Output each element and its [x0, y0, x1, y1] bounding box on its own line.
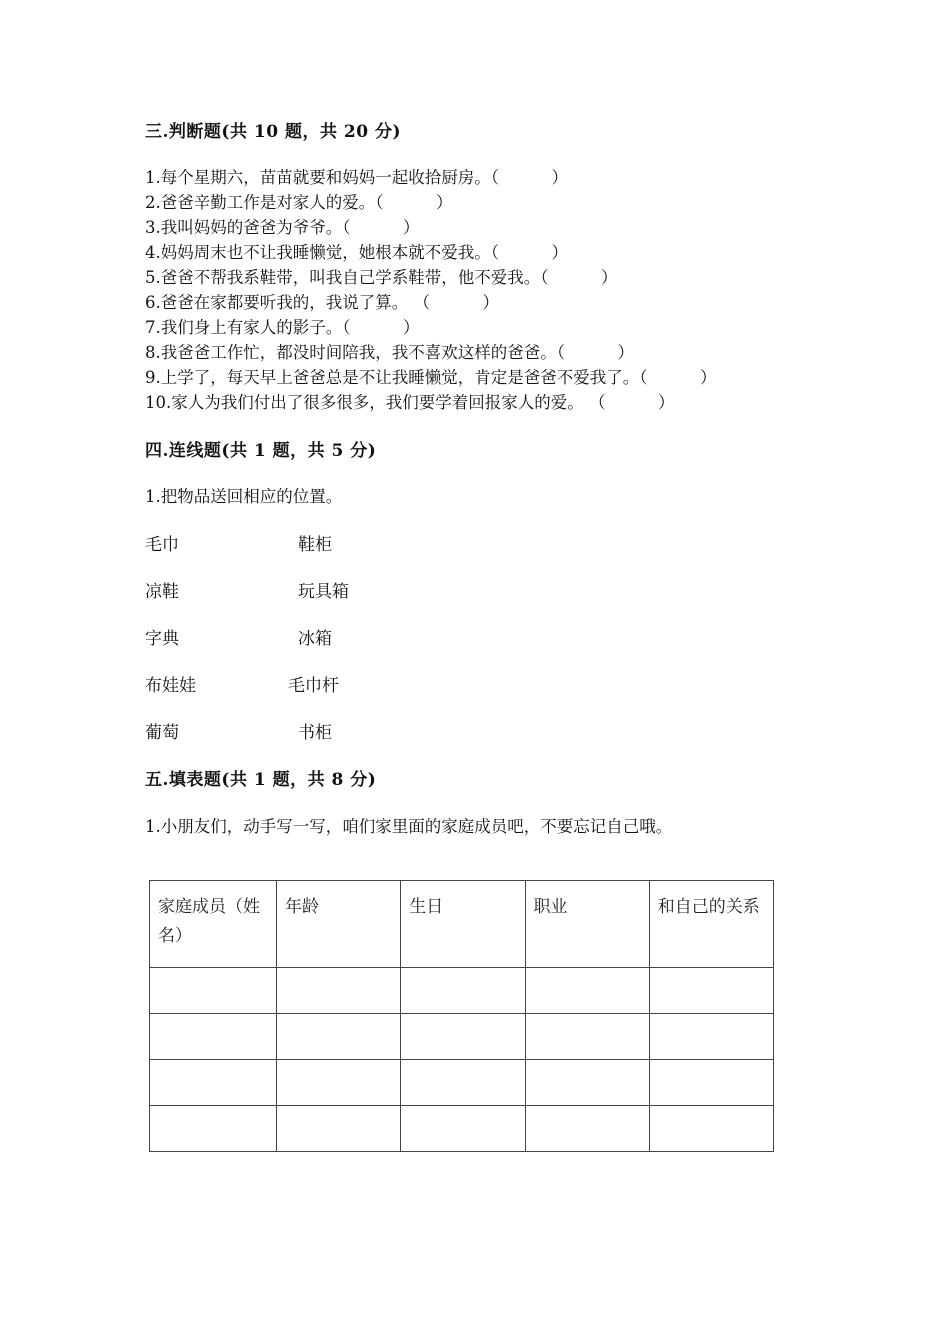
table-cell[interactable]	[150, 1106, 277, 1152]
column-header-occupation: 职业	[525, 881, 649, 968]
table-cell[interactable]	[277, 1106, 401, 1152]
table-cell[interactable]	[277, 1060, 401, 1106]
table-cell[interactable]	[401, 1060, 525, 1106]
judgment-item-text: 9.上学了，每天早上爸爸总是不让我睡懒觉，肯定是爸爸不爱我了。	[145, 368, 640, 387]
answer-blank[interactable]: （ ）	[342, 218, 420, 237]
table-question: 1.小朋友们，动手写一写，咱们家里面的家庭成员吧，不要忘记自己哦。	[145, 817, 673, 836]
table-row	[150, 1106, 774, 1152]
judgment-item-text: 5.爸爸不帮我系鞋带，叫我自己学系鞋带，他不爱我。	[145, 268, 541, 287]
judgment-item-text: 10.家人为我们付出了很多很多，我们要学着回报家人的爱。	[145, 393, 589, 412]
column-header-birthday: 生日	[401, 881, 525, 968]
table-header-row	[150, 881, 774, 968]
judgment-item-3	[145, 214, 419, 238]
judgment-item-text: 3.我叫妈妈的爸爸为爷爷。	[145, 218, 343, 237]
table-cell[interactable]	[649, 1060, 773, 1106]
match-left-item[interactable]: 凉鞋	[145, 582, 179, 602]
table-cell[interactable]	[649, 1106, 773, 1152]
section5-heading: 五.填表题(共 1 题，共 8 分)	[145, 770, 377, 790]
table-cell[interactable]	[525, 968, 649, 1014]
judgment-item-text: 6.爸爸在家都要听我的，我说了算。	[145, 293, 414, 312]
answer-blank[interactable]: （ ）	[375, 193, 453, 212]
judgment-item-text: 2.爸爸辛勤工作是对家人的爱。	[145, 193, 376, 212]
table-cell[interactable]	[525, 1014, 649, 1060]
table-cell[interactable]	[401, 968, 525, 1014]
table-cell[interactable]	[401, 1106, 525, 1152]
judgment-item-text: 4.妈妈周末也不让我睡懒觉，她根本就不爱我。	[145, 243, 491, 262]
judgment-item-2	[145, 189, 452, 213]
table-cell[interactable]	[277, 1014, 401, 1060]
judgment-item-8	[145, 339, 634, 363]
judgment-item-text: 7.我们身上有家人的影子。	[145, 318, 343, 337]
judgment-item-10	[145, 389, 674, 413]
match-left-item[interactable]: 字典	[145, 629, 179, 649]
judgment-item-4	[145, 239, 568, 263]
table-cell[interactable]	[150, 1014, 277, 1060]
match-right-item[interactable]: 玩具箱	[298, 582, 349, 602]
column-header-age: 年龄	[277, 881, 401, 968]
answer-blank[interactable]: （ ）	[342, 318, 420, 337]
match-right-item[interactable]: 冰箱	[298, 629, 332, 649]
judgment-item-1	[145, 164, 568, 188]
answer-blank[interactable]: （ ）	[639, 368, 717, 387]
section4-heading: 四.连线题(共 1 题，共 5 分)	[145, 441, 377, 461]
answer-blank[interactable]: （ ）	[540, 268, 618, 287]
table-cell[interactable]	[525, 1106, 649, 1152]
answer-blank[interactable]: （ ）	[490, 168, 568, 187]
match-left-item[interactable]: 毛巾	[145, 535, 179, 555]
match-right-item[interactable]: 书柜	[298, 723, 332, 743]
answer-blank[interactable]: （ ）	[413, 293, 499, 312]
section3-heading: 三.判断题(共 10 题，共 20 分)	[145, 122, 401, 142]
table-cell[interactable]	[150, 1060, 277, 1106]
matching-question: 1.把物品送回相应的位置。	[145, 487, 343, 506]
match-right-item[interactable]: 毛巾杆	[288, 676, 339, 696]
column-header-name: 家庭成员（姓名）	[150, 881, 277, 968]
match-right-item[interactable]: 鞋柜	[298, 535, 332, 555]
judgment-item-text: 8.我爸爸工作忙，都没时间陪我，我不喜欢这样的爸爸。	[145, 343, 557, 362]
table-row	[150, 968, 774, 1014]
answer-blank[interactable]: （ ）	[490, 243, 568, 262]
table-cell[interactable]	[277, 968, 401, 1014]
answer-blank[interactable]: （ ）	[589, 393, 675, 412]
table-cell[interactable]	[401, 1014, 525, 1060]
judgment-item-9	[145, 364, 716, 388]
family-members-table	[149, 880, 774, 1152]
column-header-relation: 和自己的关系	[649, 881, 773, 968]
match-left-item[interactable]: 葡萄	[145, 723, 179, 743]
table-cell[interactable]	[525, 1060, 649, 1106]
judgment-item-text: 1.每个星期六，苗苗就要和妈妈一起收拾厨房。	[145, 168, 491, 187]
judgment-item-7	[145, 314, 419, 338]
table-cell[interactable]	[649, 1014, 773, 1060]
table-cell[interactable]	[649, 968, 773, 1014]
table-row	[150, 1060, 774, 1106]
match-left-item[interactable]: 布娃娃	[145, 676, 196, 696]
table-cell[interactable]	[150, 968, 277, 1014]
judgment-item-5	[145, 264, 617, 288]
answer-blank[interactable]: （ ）	[556, 343, 634, 362]
judgment-item-6	[145, 289, 499, 313]
table-row	[150, 1014, 774, 1060]
